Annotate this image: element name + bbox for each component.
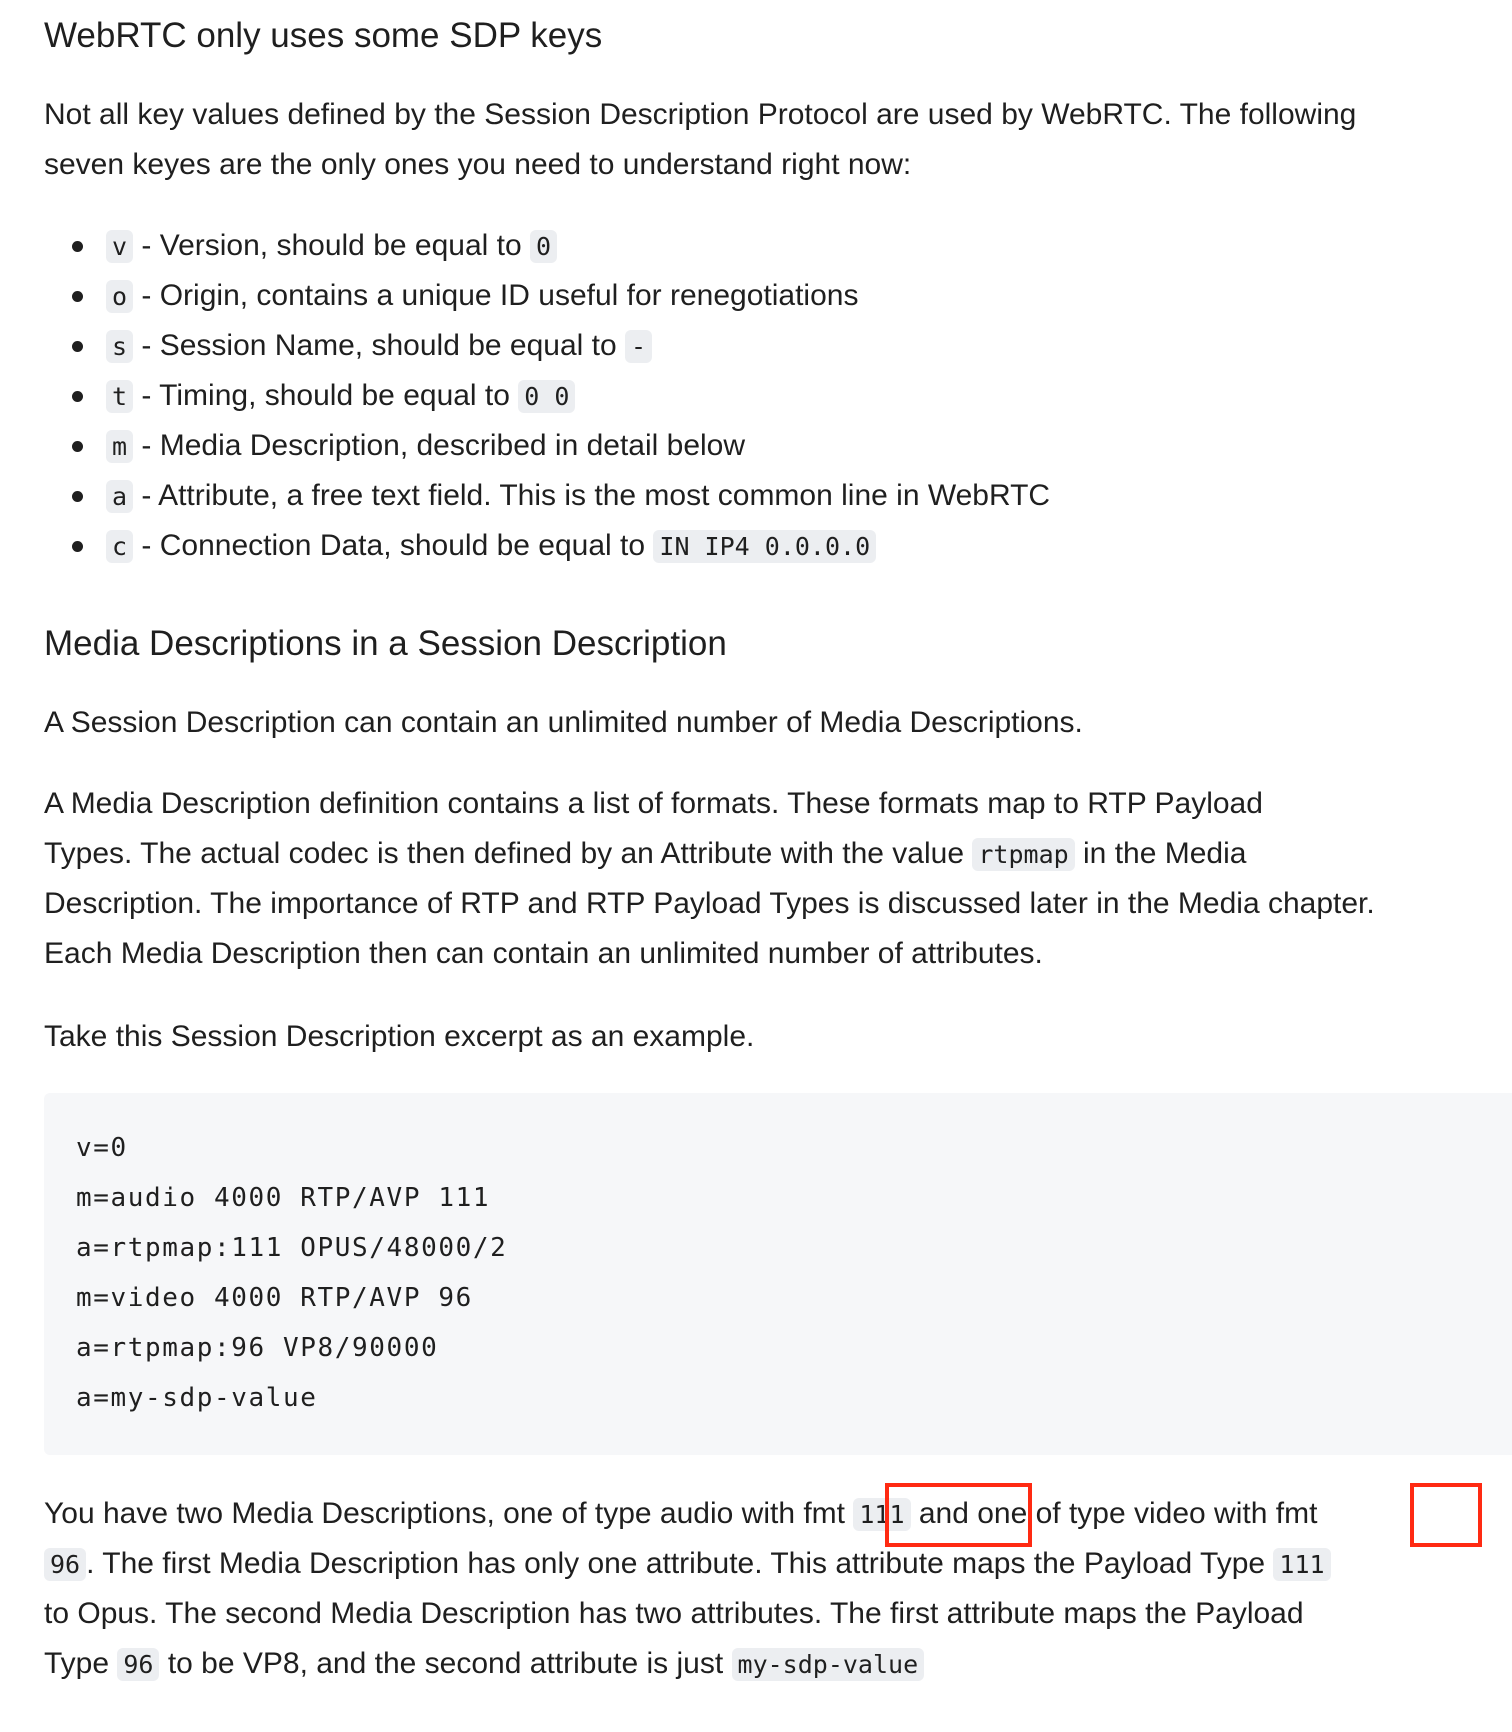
text: in the Media	[1074, 837, 1247, 870]
text: and one of type video with fmt	[910, 1497, 1318, 1530]
inline-code: 0	[530, 230, 557, 263]
inline-code: 111	[1273, 1548, 1330, 1581]
paragraph-line	[44, 1544, 1331, 1585]
list-item-key-s	[72, 326, 652, 367]
inline-code: 96	[117, 1648, 159, 1681]
inline-code: t	[106, 380, 133, 413]
inline-code: c	[106, 530, 133, 563]
paragraph-line: seven keyes are the only ones you need to understand right now:	[44, 148, 912, 181]
inline-code: 96	[44, 1548, 86, 1581]
paragraph-line: Description. The importance of RTP and RTP Payload Types is discussed later in the Media chapter.	[44, 887, 1375, 920]
text: - Timing, should be equal to	[133, 379, 519, 412]
inline-code: o	[106, 280, 133, 313]
inline-code: a	[106, 480, 133, 513]
paragraph-line: Each Media Description then can contain an unlimited number of attributes.	[44, 937, 1043, 970]
text: Type	[44, 1647, 118, 1680]
inline-code: 111	[853, 1498, 910, 1531]
section-heading-sdp-keys: WebRTC only uses some SDP keys	[44, 16, 603, 55]
text: - Origin, contains a unique ID useful for renegotiations	[133, 279, 859, 312]
paragraph-line	[44, 1644, 924, 1685]
code-line: m=audio 4000 RTP/AVP 111	[76, 1183, 491, 1213]
highlight-box-fmt-111	[885, 1483, 1032, 1547]
inline-code: 0 0	[518, 380, 575, 413]
inline-code: IN IP4 0.0.0.0	[653, 530, 876, 563]
paragraph-line: to Opus. The second Media Description has two attributes. The first attribute maps the Payload	[44, 1597, 1304, 1630]
inline-code: m	[106, 430, 133, 463]
inline-code: s	[106, 330, 133, 363]
highlight-box-fmt	[1410, 1483, 1482, 1547]
list-item-key-m	[72, 426, 745, 467]
section-heading-media-descriptions: Media Descriptions in a Session Description	[44, 624, 727, 663]
paragraph-line: A Media Description definition contains a list of formats. These formats map to RTP Payload	[44, 787, 1263, 820]
code-line: a=rtpmap:96 VP8/90000	[76, 1333, 439, 1363]
text: to be VP8, and the second attribute is just	[159, 1647, 732, 1680]
code-line: v=0	[76, 1133, 128, 1163]
text: . The first Media Description has only one attribute. This attribute maps the Payload Type	[86, 1547, 1274, 1580]
list-item-key-t	[72, 376, 575, 417]
code-block	[44, 1093, 1512, 1455]
inline-code: my-sdp-value	[732, 1648, 925, 1681]
code-line: a=rtpmap:111 OPUS/48000/2	[76, 1233, 508, 1263]
inline-code: rtpmap	[972, 838, 1074, 871]
text: - Connection Data, should be equal to	[133, 529, 654, 562]
inline-code: v	[106, 230, 133, 263]
paragraph-line: Take this Session Description excerpt as an example.	[44, 1020, 755, 1053]
list-item-key-o	[72, 276, 858, 317]
text: - Version, should be equal to	[133, 229, 530, 262]
inline-code: -	[625, 330, 652, 363]
paragraph-line: Not all key values defined by the Session Description Protocol are used by WebRTC. The following	[44, 98, 1357, 131]
text: Types. The actual codec is then defined by an Attribute with the value	[44, 837, 973, 870]
text: - Attribute, a free text field. This is the most common line in WebRTC	[133, 479, 1051, 512]
paragraph-line	[44, 1494, 1317, 1535]
list-item-key-v	[72, 226, 557, 267]
text: - Media Description, described in detail below	[133, 429, 746, 462]
code-line: m=video 4000 RTP/AVP 96	[76, 1283, 473, 1313]
paragraph-line: A Session Description can contain an unlimited number of Media Descriptions.	[44, 706, 1083, 739]
list-item-key-a	[72, 476, 1050, 517]
code-line: a=my-sdp-value	[76, 1383, 318, 1413]
text: - Session Name, should be equal to	[133, 329, 626, 362]
list-item-key-c	[72, 526, 876, 567]
text: You have two Media Descriptions, one of type audio with fmt	[44, 1497, 854, 1530]
paragraph-line	[44, 834, 1246, 875]
